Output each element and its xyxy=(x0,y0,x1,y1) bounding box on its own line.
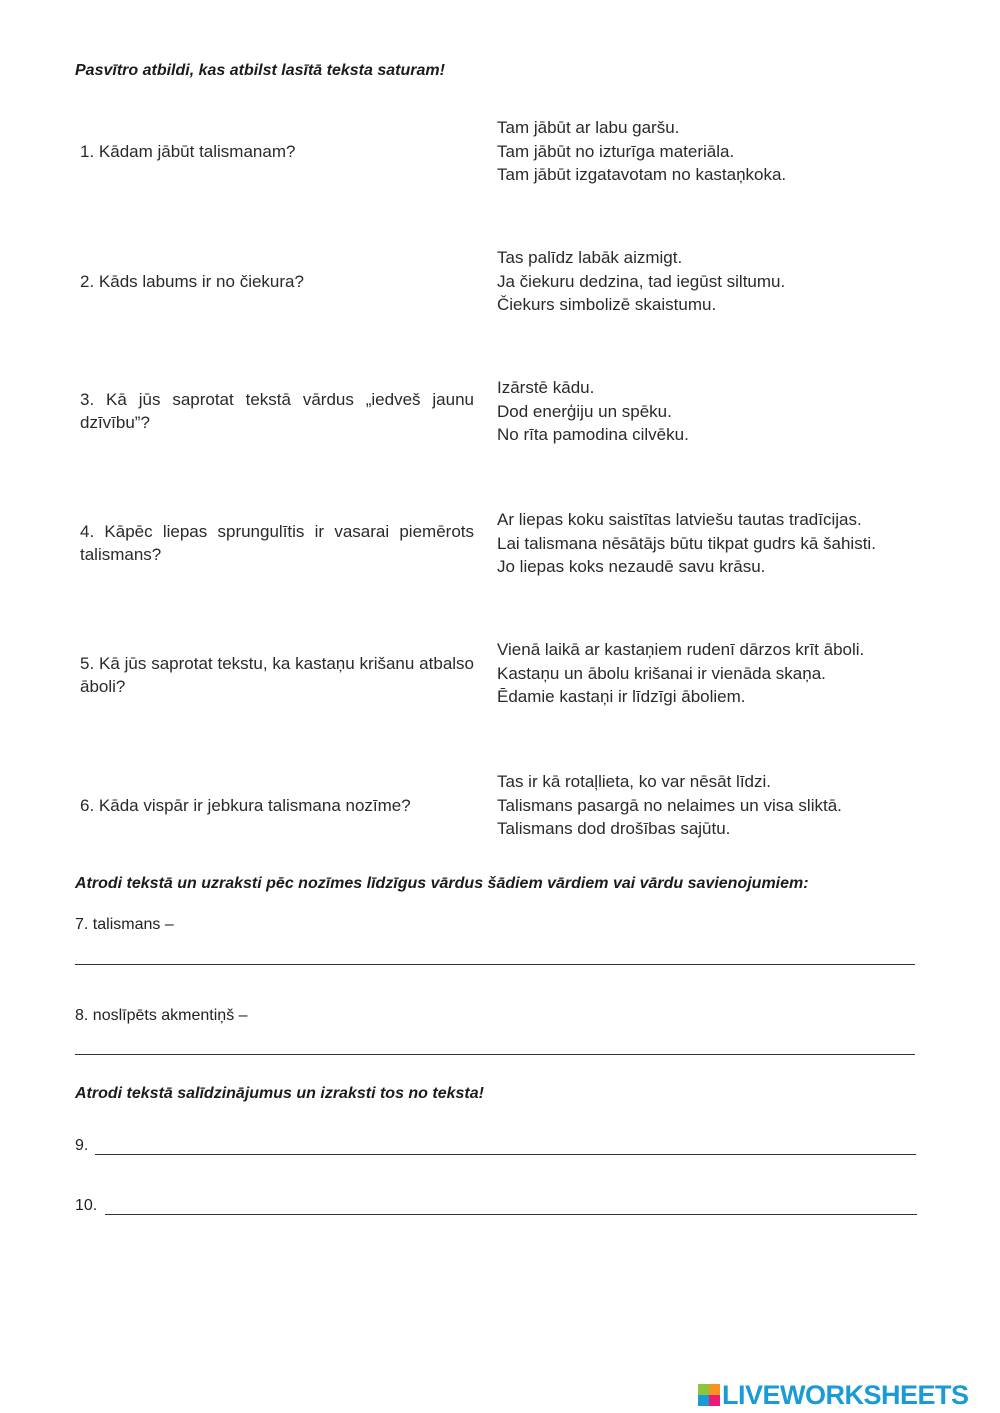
instruction-underline: Pasvītro atbildi, kas atbilst lasītā teksta saturam! xyxy=(75,62,445,79)
answer-8-line[interactable] xyxy=(75,1054,915,1055)
item-10-label: 10. xyxy=(75,1197,98,1214)
options-2 xyxy=(497,246,967,317)
option-2a[interactable]: Tas palīdz labāk aizmigt. xyxy=(497,248,683,267)
option-3c[interactable]: No rīta pamodina cilvēku. xyxy=(497,425,689,444)
option-1a[interactable]: Tam jābūt ar labu garšu. xyxy=(497,118,680,137)
option-2b[interactable]: Ja čiekuru dedzina, tad iegūst siltumu. xyxy=(497,271,786,291)
options-6 xyxy=(497,770,967,841)
option-1b[interactable]: Tam jābūt no izturīga materiāla. xyxy=(497,141,735,161)
question-3: 3. Kā jūs saprotat tekstā vārdus „iedveš jaunu dzīvību”? xyxy=(80,390,474,432)
answer-9-line[interactable] xyxy=(95,1154,916,1155)
option-2c[interactable]: Čiekurs simbolizē skaistumu. xyxy=(497,295,717,314)
answer-10-line[interactable] xyxy=(105,1214,917,1215)
options-5 xyxy=(497,638,967,709)
option-3b[interactable]: Dod enerģiju un spēku. xyxy=(497,401,672,421)
option-6c[interactable]: Talismans dod drošības sajūtu. xyxy=(497,819,731,838)
question-4: 4. Kāpēc liepas sprungulītis ir vasarai piemērots talismans? xyxy=(80,522,474,564)
option-3a[interactable]: Izārstē kādu. xyxy=(497,378,595,397)
question-6: 6. Kāda vispār ir jebkura talismana nozīme? xyxy=(80,796,411,815)
question-1: 1. Kādam jābūt talismanam? xyxy=(80,142,296,161)
option-6b[interactable]: Talismans pasargā no nelaimes un visa sliktā. xyxy=(497,795,842,815)
option-4a[interactable]: Ar liepas koku saistītas latviešu tautas tradīcijas. xyxy=(497,510,862,529)
option-5a[interactable]: Vienā laikā ar kastaņiem rudenī dārzos krīt āboli. xyxy=(497,640,865,659)
liveworksheets-logo-icon xyxy=(698,1384,720,1406)
options-3 xyxy=(497,376,967,447)
instruction-synonyms: Atrodi tekstā un uzraksti pēc nozīmes līdzīgus vārdus šādiem vārdiem vai vārdu savienojumiem: xyxy=(75,875,809,892)
liveworksheets-logo xyxy=(698,1381,969,1409)
option-1c[interactable]: Tam jābūt izgatavotam no kastaņkoka. xyxy=(497,165,787,184)
logo-text: LIVEWORKSHEETS xyxy=(722,1379,969,1410)
item-9-label: 9. xyxy=(75,1137,89,1154)
options-4 xyxy=(497,508,967,579)
item-7-label: 7. talismans – xyxy=(75,916,174,933)
option-4c[interactable]: Jo liepas koks nezaudē savu krāsu. xyxy=(497,557,766,576)
item-8-label: 8. noslīpēts akmentiņš – xyxy=(75,1007,248,1024)
instruction-comparisons: Atrodi tekstā salīdzinājumus un izraksti tos no teksta! xyxy=(75,1085,484,1102)
question-2: 2. Kāds labums ir no čiekura? xyxy=(80,272,304,291)
answer-7-line[interactable] xyxy=(75,964,915,965)
option-5c[interactable]: Ēdamie kastaņi ir līdzīgi āboliem. xyxy=(497,687,746,706)
option-5b[interactable]: Kastaņu un ābolu krišanai ir vienāda skaņa. xyxy=(497,663,826,683)
option-4b[interactable]: Lai talismana nēsātājs būtu tikpat gudrs kā šahisti. xyxy=(497,533,876,553)
options-1 xyxy=(497,116,967,187)
option-6a[interactable]: Tas ir kā rotaļlieta, ko var nēsāt līdzi. xyxy=(497,772,772,791)
question-5: 5. Kā jūs saprotat tekstu, ka kastaņu krišanu atbalso āboli? xyxy=(80,654,474,696)
